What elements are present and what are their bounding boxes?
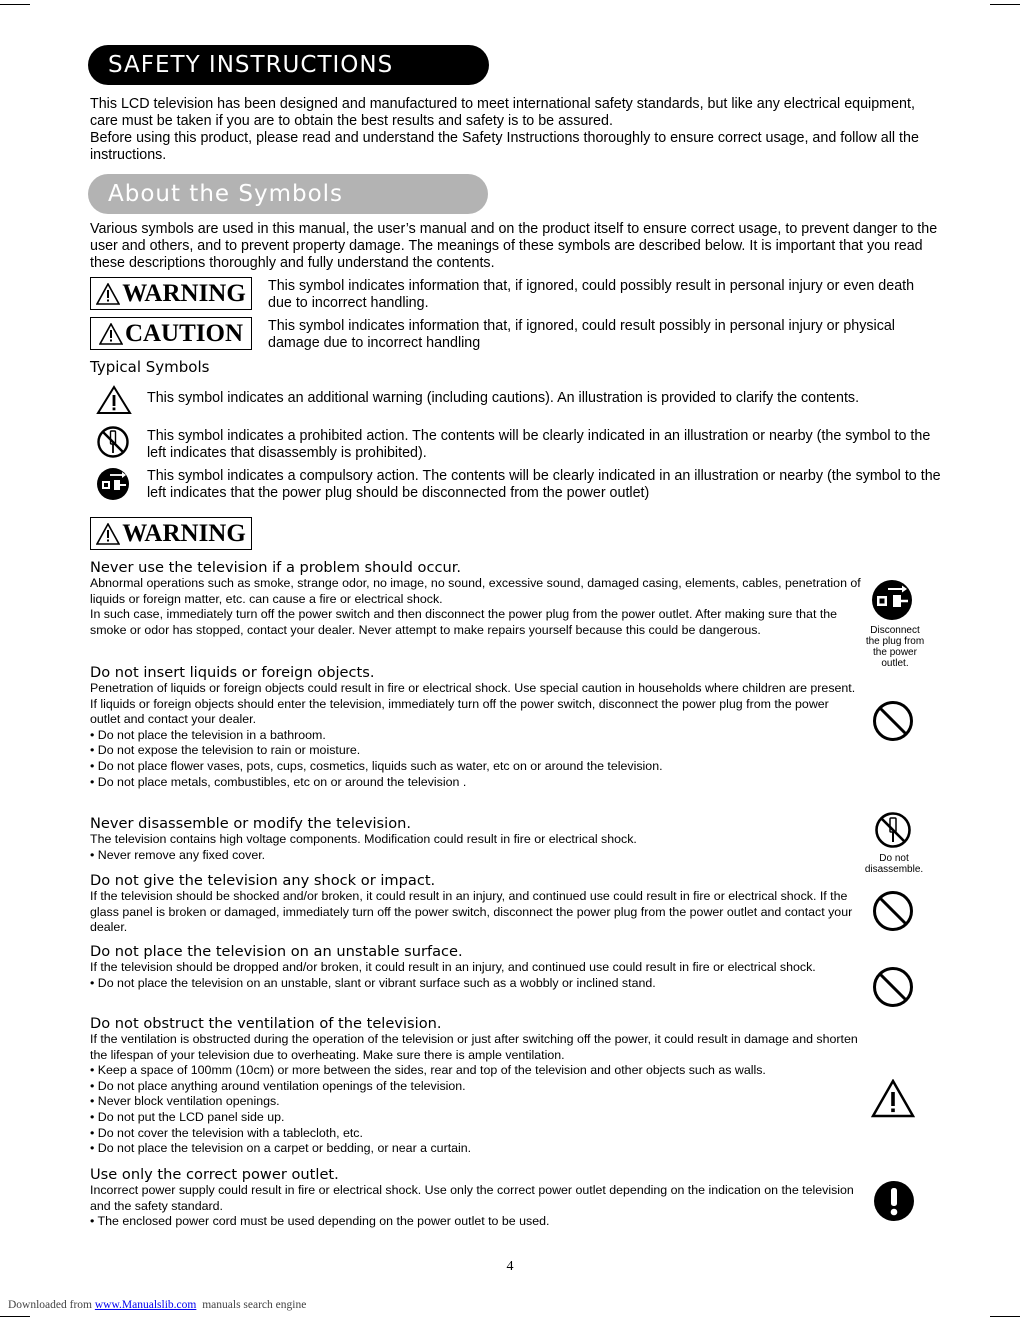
prohibited-icon [872,890,914,932]
warning-item-line: • Do not place the television in a bathroom. [90,727,326,742]
warning-item-line: • Do not put the LCD panel side up. [90,1109,285,1124]
typical-symbols-heading: Typical Symbols [90,358,210,376]
warning-item-line: If the television should be dropped and/or broken, it could result in an injury, and continued use could result in fire or electrical shock. [90,960,816,974]
intro-paragraph: This LCD television has been designed and manufactured to meet international safety standards, but like any electrical equipment, care must be taken if you are to obtain the best results and safety is to be assured. [90,96,915,129]
warning-item-body [90,681,862,790]
footer-suffix: manuals search engine [202,1299,307,1311]
warning-item-line: • Keep a space of 100mm (10cm) or more between the sides, rear and top of the television and other objects such as walls. [90,1063,766,1078]
manualslib-link[interactable]: www.Manualslib.com [94,1299,197,1311]
warning-signal-box [90,277,252,310]
warning-item-title: Do not place the television on an unstable surface. [90,943,463,960]
symbols-intro-text: Various symbols are used in this manual, the user’s manual and on the product itself to ensure correct usage, to prevent danger to the user and others, and to prevent property damage. The meanings of these symbols are described below. It is important that you read these descriptions thoroughly and fully understand the contents. [90,221,938,271]
intro-paragraph: Before using this product, please read and understand the Safety Instructions thoroughly to ensure correct usage, and follow all the instructions. [90,130,919,163]
warning-item-body [90,1183,862,1230]
warning-item-line: • Do not place the television on a carpet or bedding, or near a curtain. [90,1141,472,1156]
warning-item-line: Abnormal operations such as smoke, strange odor, no image, no sound, excessive sound, damaged casing, elements, cables, penetration of liquids or foreign matter, etc. can cause a fire or electrical shock. [90,576,861,606]
warning-item-line: • Never block ventilation openings. [90,1094,280,1109]
warning-item-body [90,576,862,638]
warning-triangle-icon [96,283,120,305]
warning-item-line: • Do not cover the television with a tablecloth, etc. [90,1125,363,1140]
warning-item-line: If the television should be shocked and/or broken, it could result in an injury, and continued use could result in fire or electrical shock. If the glass panel is broken or damaged, immediately turn off the power switch, disconnect the power plug from the power outlet and contact your dealer. [90,889,853,935]
caution-label: CAUTION [124,319,244,347]
warning-item-body [90,960,862,991]
unplug-icon [96,467,130,501]
no-disassembly-icon [874,811,912,849]
warning-item-line: In such case, immediately turn off the power switch and then disconnect the power plug from the power outlet. After making sure that the smoke or odor has stopped, contact your dealer. Never attempt to make repairs yourself because this could be dangerous. [90,607,838,637]
warning-item-title: Never disassemble or modify the television. [90,815,412,832]
warning-section-box [90,517,252,550]
crop-mark [0,4,30,5]
prohibited-icon [872,966,914,1008]
warning-item-line: • Do not place the television on an unstable, slant or vibrant surface such as a wobbly or inclined stand. [90,975,656,990]
warning-item-line: • Do not place metals, combustibles, etc on or around the television . [90,774,467,789]
warning-item-line: • Do not expose the television to rain or moisture. [90,743,361,758]
page-title [88,45,489,85]
page-title-text: SAFETY INSTRUCTIONS [108,52,394,78]
warning-item-title: Do not obstruct the ventilation of the television. [90,1015,442,1032]
warning-triangle-icon [96,385,132,415]
warning-item-line: If the ventilation is obstructed during the operation of the television or just after switching off the power, it could result in damage and shorten the lifespan of your television due to overheating. Make sure there is ample ventilation. [90,1032,858,1062]
no-disassembly-icon [96,425,130,459]
warning-section-label: WARNING [122,519,246,547]
warning-triangle-icon [871,1079,915,1119]
warning-description: This symbol indicates information that, if ignored, could possibly result in personal injury or even death due to incorrect handling. [268,278,915,311]
symbols-intro [90,221,940,272]
caution-description: This symbol indicates information that, if ignored, could result possibly in personal injury or physical damage due to incorrect handling [268,318,895,351]
warning-label: WARNING [122,279,246,307]
warning-triangle-icon [96,523,120,545]
warning-item-line: • Do not place flower vases, pots, cups, cosmetics, liquids such as water, etc on or around the television. [90,758,663,773]
caution-signal-box [90,317,252,350]
typical-symbol-text: This symbol indicates an additional warning (including cautions). An illustration is provided to clarify the contents. [147,390,860,406]
section-title-symbols [88,174,488,214]
typical-symbol-text: This symbol indicates a compulsory action. The contents will be clearly indicated in an illustration or nearby (the symbol to the left indicates that the power plug should be disconnected from the power outlet) [147,468,941,501]
warning-item-line: Penetration of liquids or foreign objects could result in fire or electrical shock. Use special caution in households where children are present. [90,681,856,695]
icon-caption: Do not disassemble. [864,853,924,875]
warning-item-line: Incorrect power supply could result in fire or electrical shock. Use only the correct power outlet depending on the indication on the television and the safety standard. [90,1183,854,1213]
footer-prefix: Downloaded from [8,1299,92,1311]
download-footer [8,1299,306,1311]
crop-mark [0,1316,30,1317]
warning-item-body [90,832,862,863]
icon-caption: Disconnect the plug from the power outlet. [865,625,925,669]
warning-item-body [90,889,862,936]
warning-item-line: If liquids or foreign objects should enter the television, immediately turn off the power switch, disconnect the power plug from the power outlet and contact your dealer. [90,696,829,727]
warning-item-title: Never use the television if a problem should occur. [90,559,462,576]
typical-symbol-text: This symbol indicates a prohibited action. The contents will be clearly indicated in an illustration or nearby (the symbol to the left indicates that disassembly is prohibited). [147,428,931,461]
crop-mark [990,1316,1020,1317]
warning-item-line: • The enclosed power cord must be used depending on the power outlet to be used. [90,1214,550,1229]
warning-triangle-icon [99,323,123,345]
warning-item-title: Do not give the television any shock or impact. [90,872,436,889]
warning-item-body [90,1032,862,1157]
prohibited-icon [872,700,914,742]
intro-text [90,96,930,164]
warning-item-line: • Do not place anything around ventilation openings of the television. [90,1078,466,1093]
crop-mark [990,4,1020,5]
section-title-text: About the Symbols [108,181,344,207]
warning-item-line: • Never remove any fixed cover. [90,847,266,862]
page-number: 4 [506,1259,514,1274]
compulsory-icon [873,1180,915,1222]
unplug-icon [871,579,913,621]
warning-item-title: Do not insert liquids or foreign objects. [90,664,375,681]
warning-item-line: The television contains high voltage components. Modification could result in fire or electrical shock. [90,832,637,846]
warning-item-title: Use only the correct power outlet. [90,1166,339,1183]
